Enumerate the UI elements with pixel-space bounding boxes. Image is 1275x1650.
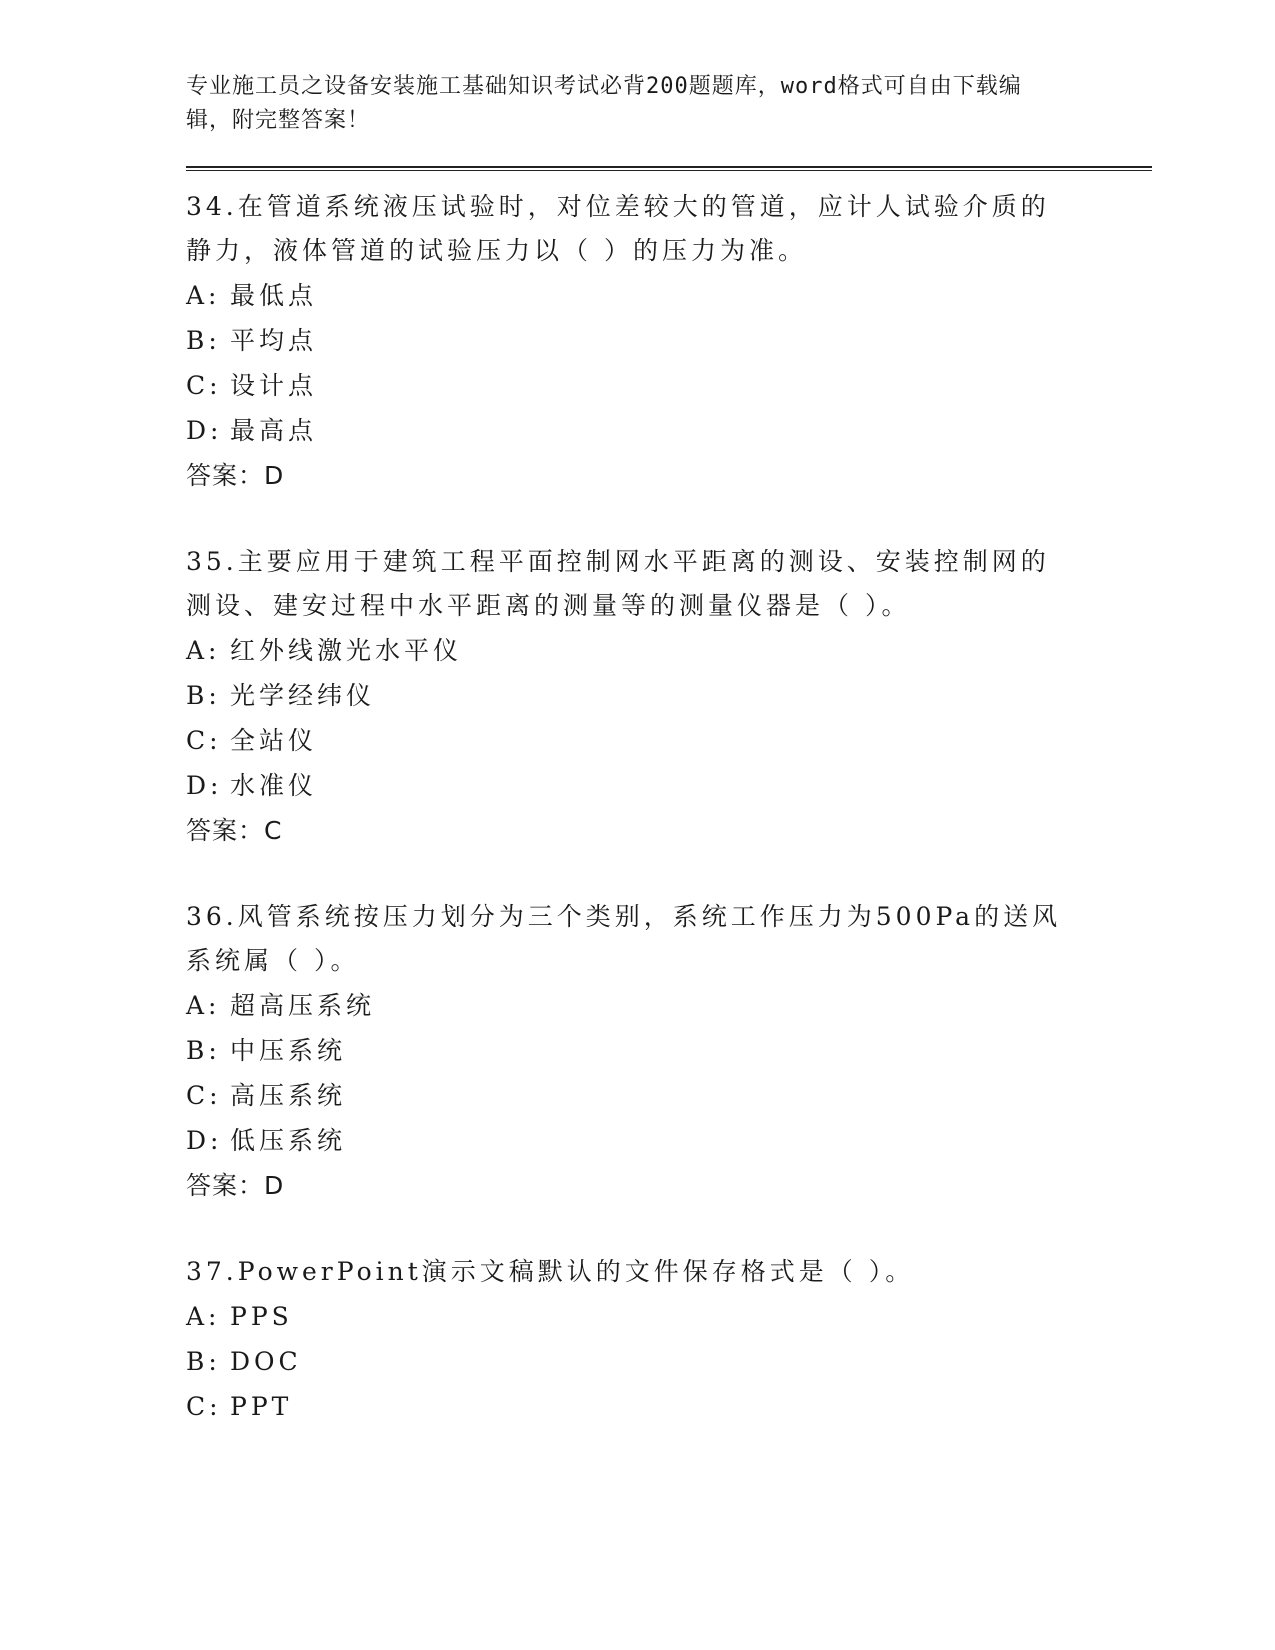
option-key: C:: [186, 726, 222, 755]
option-key: B:: [186, 326, 221, 355]
question-stem: 34.在管道系统液压试验时，对位差较大的管道，应计人试验介质的静力，液体管道的试验压力以（ ）的压力为准。: [186, 192, 1050, 265]
option-text: 最高点: [230, 416, 318, 445]
question-36: [186, 895, 1146, 1208]
option-b: [186, 1339, 1146, 1384]
option-text: DOC: [230, 1347, 302, 1376]
option-a: [186, 983, 1146, 1028]
question-spacer: [186, 1208, 1146, 1250]
question-stem: 36.风管系统按压力划分为三个类别，系统工作压力为500Pa的送风系统属（ ）。: [186, 902, 1062, 975]
option-key: D:: [186, 416, 223, 445]
option-c: [186, 1384, 1146, 1429]
option-b: [186, 673, 1146, 718]
option-c: [186, 1073, 1146, 1118]
question-spacer: [186, 853, 1146, 895]
option-a: [186, 1294, 1146, 1339]
question-spacer: [186, 498, 1146, 540]
document-title: 专业施工员之设备安装施工基础知识考试必背200题题库，word格式可自由下载编辑，附完整答案！: [186, 74, 1022, 133]
option-text: 低压系统: [230, 1126, 347, 1155]
option-key: C:: [186, 1081, 222, 1110]
question-34: [186, 185, 1146, 498]
option-key: C:: [186, 371, 222, 400]
answer-line: 答案：C: [186, 816, 283, 845]
option-text: 全站仪: [230, 726, 318, 755]
option-text: PPT: [230, 1392, 293, 1421]
option-key: C:: [186, 1392, 222, 1421]
question-35: [186, 540, 1146, 853]
option-key: A:: [186, 1302, 221, 1331]
option-key: A:: [186, 991, 221, 1020]
option-text: 超高压系统: [230, 991, 376, 1020]
option-text: 红外线激光水平仪: [230, 636, 463, 665]
option-a: [186, 628, 1146, 673]
option-key: B:: [186, 1347, 221, 1376]
question-stem: 37.PowerPoint演示文稿默认的文件保存格式是（ ）。: [186, 1257, 915, 1286]
option-key: B:: [186, 1036, 221, 1065]
answer-line: 答案：D: [186, 461, 285, 490]
option-d: [186, 763, 1146, 808]
document-page: [186, 70, 1146, 1429]
header-divider: [186, 166, 1152, 171]
option-b: [186, 318, 1146, 363]
option-text: 设计点: [230, 371, 318, 400]
option-key: D:: [186, 771, 223, 800]
option-text: 高压系统: [230, 1081, 347, 1110]
option-c: [186, 363, 1146, 408]
option-d: [186, 1118, 1146, 1163]
option-text: 平均点: [230, 326, 318, 355]
option-text: 最低点: [230, 281, 318, 310]
option-text: 光学经纬仪: [230, 681, 376, 710]
option-text: PPS: [230, 1302, 293, 1331]
option-a: [186, 273, 1146, 318]
answer-line: 答案：D: [186, 1171, 285, 1200]
option-text: 水准仪: [230, 771, 318, 800]
option-key: D:: [186, 1126, 223, 1155]
option-key: A:: [186, 636, 221, 665]
option-d: [186, 408, 1146, 453]
option-text: 中压系统: [230, 1036, 347, 1065]
option-key: A:: [186, 281, 221, 310]
option-c: [186, 718, 1146, 763]
question-37: [186, 1250, 1146, 1429]
option-key: B:: [186, 681, 221, 710]
option-b: [186, 1028, 1146, 1073]
question-stem: 35.主要应用于建筑工程平面控制网水平距离的测设、安装控制网的测设、建安过程中水平距离的测量等的测量仪器是（ ）。: [186, 547, 1050, 620]
